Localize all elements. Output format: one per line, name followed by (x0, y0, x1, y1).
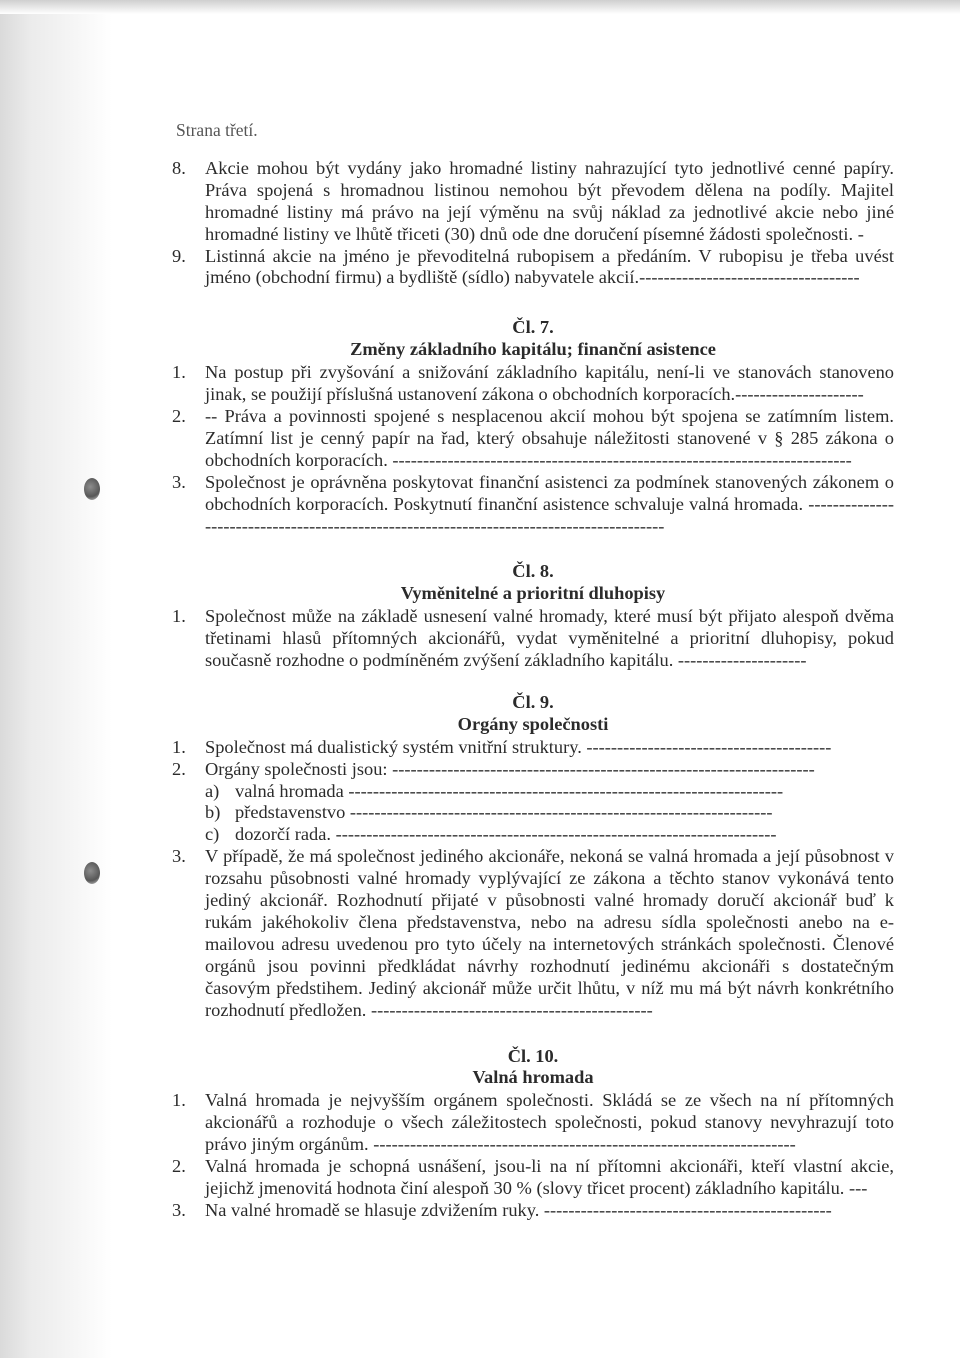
item-number: 8. (172, 157, 186, 178)
list-item (172, 158, 894, 246)
item-number: 9. (172, 245, 186, 266)
item-number: 3. (172, 471, 186, 492)
list-item (172, 406, 894, 472)
article-9-heading (172, 692, 894, 736)
sub-item (172, 824, 894, 846)
item-number: 3. (172, 1199, 186, 1220)
list-item (172, 737, 894, 759)
item-text: -- Práva a povinnosti spojené s nesplacenou akcií mohou být spojena se zatímním listem. Zatímní list je cenný papír na řad, který obsahuje náležitosti stanovené v § 285 zákona o obchodních korporacích. --------------------------------------------------------------------------- (205, 405, 894, 470)
sub-item-text: valná hromada ----------------------------------------------------------------------- (235, 780, 784, 801)
item-text: Společnost má dualistický systém vnitřní struktury. ---------------------------------------- (205, 736, 832, 757)
article-10-heading (172, 1046, 894, 1090)
item-number: 2. (172, 758, 186, 779)
sub-item (172, 802, 894, 824)
list-item (172, 846, 894, 1021)
sub-item-letter: c) (205, 824, 220, 845)
sub-item (172, 781, 894, 803)
sub-item-letter: b) (205, 802, 221, 823)
list-item (172, 1156, 894, 1200)
list-item (172, 1200, 894, 1222)
item-text: Společnost je oprávněna poskytovat finanční asistenci za podmínek stanovených zákonem o obchodních korporacích. Poskytnutí finanční asistence schvaluje valná hromada. ----------------------------------------------------------------------------------------- (205, 471, 894, 536)
article-number: Čl. 10. (507, 1045, 559, 1066)
item-text: Na valné hromadě se hlasuje zdvižením ruky. ----------------------------------------------- (205, 1199, 832, 1220)
item-text: Společnost může na základě usnesení valné hromady, které musí být přijato alespoň dvěma třetinami hlasů přítomných akcionářů, vydat vyměnitelné a prioritní dluhopisy, pokud současně rozhodne o podmíněném zvýšení základního kapitálu. --------------------- (205, 606, 894, 671)
article-title: Orgány společnosti (457, 713, 609, 734)
item-text: Listinná akcie na jméno je převoditelná rubopisem a předáním. V rubopisu je třeba uvést jméno (obchodní firmu) a bydliště (sídlo) nabyvatele akcií.------------------------------------ (205, 245, 894, 288)
article-number: Čl. 7. (512, 317, 554, 338)
item-number: 2. (172, 405, 186, 426)
punch-hole-bottom (84, 862, 100, 884)
list-item (172, 606, 894, 672)
list-item (172, 759, 894, 781)
article-title: Vyměnitelné a prioritní dluhopisy (400, 583, 666, 604)
sub-item-text: dozorčí rada. ------------------------------------------------------------------------ (235, 824, 777, 845)
scan-shadow (0, 0, 112, 1358)
list-item (172, 472, 894, 538)
sub-item-text: představenstvo --------------------------------------------------------------------- (235, 802, 773, 823)
item-text: Valná hromada je nejvyšším orgánem společnosti. Skládá se ze všech na ní přítomných akcionářů a rozhoduje o všech záležitostech společnosti, pokud stanovy nevyhrazují toto právo jiným orgánům. --------------------------------------------------------------------- (205, 1090, 894, 1155)
list-item (172, 246, 894, 290)
article-number: Čl. 9. (512, 691, 554, 712)
item-number: 1. (172, 1090, 186, 1111)
article-7-heading (172, 317, 894, 361)
punch-hole-top (84, 478, 100, 500)
list-item (172, 1090, 894, 1156)
item-number: 3. (172, 846, 186, 867)
item-text: V případě, že má společnost jediného akcionáře, nekoná se valná hromada a její působnost v rozsahu působnosti valné hromady vyplývající ze zákona a těchto stanov vykonává tento jediný akcionář. Rozhodnutí přijaté v působnosti valné hromady doručí akcionář buď k rukám jakéhokoliv člena představenstva, nebo na adresu sídla společnosti anebo na e-mailovou adresu uvedenou pro tyto účely na internetových stránkách společnosti. Členové orgánů jsou povinni předkládat návrhy rozhodnutí jedinému akcionáři s dostatečným časovým předstihem. Jediný akcionář může určit lhůtu, v níž mu má být návrh konkrétního rozhodnutí předložen. ---------------------------------------------- (205, 846, 894, 1020)
item-text: Valná hromada je schopná usnášení, jsou-li na ní přítomni akcionáři, kteří vlastní akcie, jejichž jmenovitá hodnota činí alespoň 30 % (slovy třicet procent) základního kapitálu. --- (205, 1156, 894, 1198)
item-text: Na postup při zvyšování a snižování základního kapitálu, není-li ve stanovách stanoveno jinak, se použijí příslušná ustanovení zákona o obchodních korporacích.--------------------- (205, 362, 894, 405)
item-number: 1. (172, 606, 186, 627)
article-title: Valná hromada (472, 1067, 594, 1088)
article-number: Čl. 8. (512, 561, 554, 582)
article-8-heading (172, 561, 894, 605)
sub-item-letter: a) (205, 780, 220, 801)
item-number: 1. (172, 736, 186, 757)
list-item (172, 362, 894, 406)
item-text: Akcie mohou být vydány jako hromadné listiny nahrazující tyto jednotlivé cenné papíry. Práva spojená s hromadnou listinou nemohou být převodem dělena na podíly. Majitel hromadné listiny má právo na její výměnu na svůj náklad za jednotlivé akcie nebo jiné hromadné listiny ve lhůtě třiceti (30) dnů ode dne doručení písemné žádosti společnosti. - (205, 157, 894, 244)
item-text: Orgány společnosti jsou: --------------------------------------------------------------------- (205, 758, 815, 779)
top-items (172, 158, 894, 289)
scan-top-shadow (0, 0, 960, 14)
item-number: 1. (172, 362, 186, 383)
article-title: Změny základního kapitálu; finanční asistence (350, 339, 716, 360)
page-label: Strana třetí. (176, 120, 258, 140)
document-page (172, 120, 894, 1222)
item-number: 2. (172, 1156, 186, 1177)
